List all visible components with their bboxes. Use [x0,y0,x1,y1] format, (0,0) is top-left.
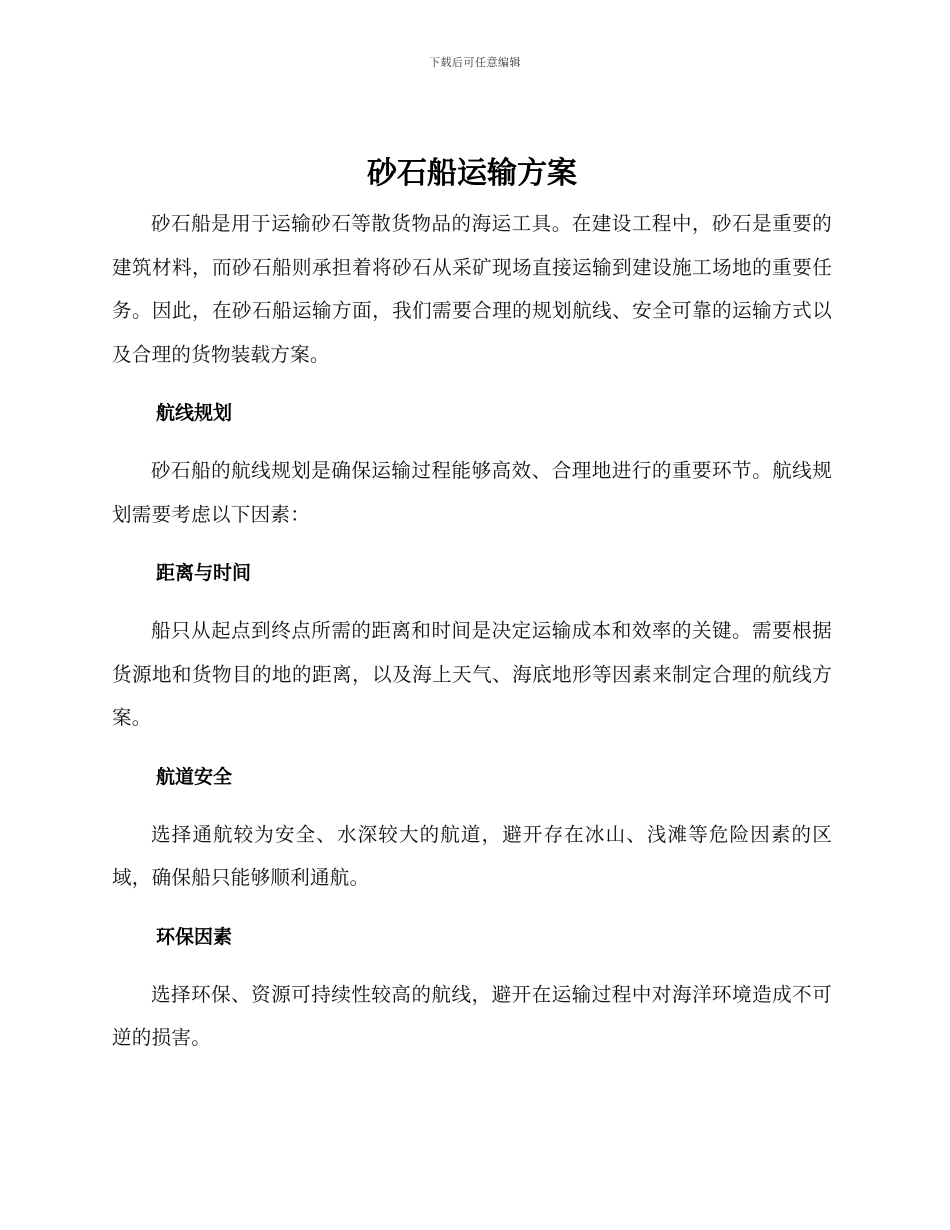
document-body [112,150,832,1060]
section-paragraph-route-planning: 砂石船的航线规划是确保运输过程能够高效、合理地进行的重要环节。航线规划需要考虑以下因素： [112,459,832,526]
section-heading-route-planning: 航线规划 [156,402,233,424]
section-heading-distance-time: 距离与时间 [156,562,252,584]
page-title: 砂石船运输方案 [367,156,577,191]
intro-paragraph: 砂石船是用于运输砂石等散货物品的海运工具。在建设工程中，砂石是重要的建筑材料，而砂石船则承担着将砂石从采矿现场直接运输到建设施工场地的重要任务。因此，在砂石船运输方面，我们需要合理的规划航线、安全可靠的运输方式以及合理的货物装载方案。 [112,212,832,366]
section-paragraph-channel-safety: 选择通航较为安全、水深较大的航道，避开存在冰山、浅滩等危险因素的区域，确保船只能够顺利通航。 [112,822,832,889]
section-heading-environmental: 环保因素 [156,925,233,948]
section-paragraph-distance-time: 船只从起点到终点所需的距离和时间是决定运输成本和效率的关键。需要根据货源地和货物目的地的距离，以及海上天气、海底地形等因素来制定合理的航线方案。 [112,619,832,729]
header-note: 下载后可任意编辑 [429,56,521,69]
section-paragraph-environmental: 选择环保、资源可持续性较高的航线，避开在运输过程中对海洋环境造成不可逆的损害。 [112,982,832,1049]
section-heading-channel-safety: 航道安全 [156,765,233,788]
